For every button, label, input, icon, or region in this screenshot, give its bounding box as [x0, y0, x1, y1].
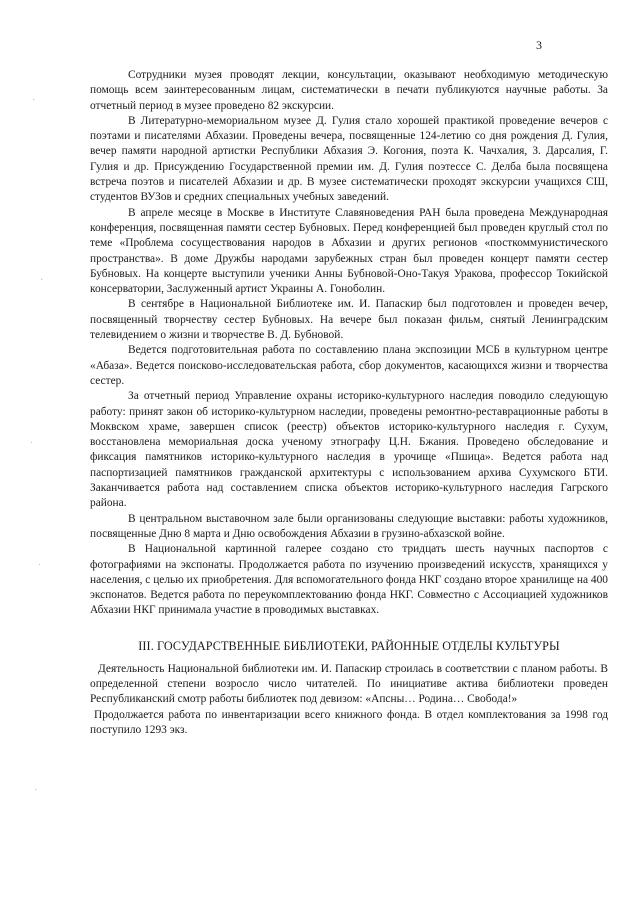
page-number: 3 [536, 38, 542, 52]
scan-mark: · [38, 560, 42, 571]
paragraph: В Национальной картинной галерее создано сто тридцать шесть научных паспортов с фотографиями на экспонаты. Продолжается работа по изучению произведений искусств, хранящихся у населения, с целью их приобретения. Для вспомогательного фонда НКГ создано второе хранилище на 400 экспонатов. Ведется работа по переукомплектованию фонда НКГ. Совместно с Ассоциацией художников Абхазии НКГ принимала участие в проводимых выставках. [90, 543, 608, 617]
document-body [90, 68, 608, 738]
scan-mark: · [32, 95, 36, 106]
paragraph: Деятельность Национальной библиотеки им. И. Папаскир строилась в соответствии с планом работы. В определенной степени возросло число читателей. По инициативе актива библиотеки проведен Республиканский смотр работы библиотек под девизом: «Апсны… Родина… Свобода!» [90, 662, 608, 706]
scan-mark: · [30, 438, 34, 449]
paragraph: Ведется подготовительная работа по составлению плана экспозиции МСБ в культурном центре «Абаза». Ведется поисково-исследовательская работа, сбор документов, касающихся жизни и творчества сестер. [90, 344, 608, 387]
paragraph: Сотрудники музея проводят лекции, консультации, оказывают необходимую методическую помощь всем заинтересованным лицам, систематически в печати публикуются научные работы. За отчетный период в музее проведено 82 экскурсии. [90, 69, 608, 112]
section-gap [90, 619, 608, 634]
paragraph: В сентябре в Национальной Библиотеке им. И. Папаскир был подготовлен и проведен вечер, посвященный творчеству сестер Бубновых. На вечере был показан фильм, снятый Ленинградским телевидением о жизни и творчестве В. Д. Бубновой. [90, 298, 608, 342]
paragraph: В апреле месяце в Москве в Институте Славяноведения РАН была проведена Международная конференция, посвященная памяти сестер Бубновых. Перед конференцией был проведен круглый стол по теме «Проблема сосуществования народов в Абхазии и других регионов «посткоммунистического пространства». В доме Дружбы народами зарубежных стран был проведен концерт памяти сестер Бубновых. На концерте выступили ученики Анны Бубновой-Оно-Такуя Уракова, профессор Токийской консерватории, Заслуженный артист Украины А. Гоноболин. [90, 206, 608, 296]
paragraph: Продолжается работа по инвентаризации всего книжного фонда. В отдел комплектования за 1998 год поступило 1293 экз. [90, 708, 608, 736]
paragraph: В центральном выставочном зале были организованы следующие выставки: работы художников, посвященные Дню 8 марта и Дню освобождения Абхазии в грузино-абхазской войне. [90, 512, 608, 540]
paragraph: За отчетный период Управление охраны историко-культурного наследия поводило следующую работу: принят закон об историко-культурном наследии, проведены ремонтно-реставрационные работы в Моквском храме, завершен список (реестр) объектов историко-культурного наследия г. Сухум, восстановлена мемориальная доска ученому этнографу Ц.Н. Бжания. Проведено обследование и фиксация памятников историко-культурного наследия в урочище «Пшица». Ведется работа над паспортизацией памятников гражданской архитектуры с использованием архива Сухумского БТИ. Заканчивается работа над составлением списка объектов историко-культурного наследия Гагрского района. [90, 390, 608, 510]
scan-mark: · [40, 275, 44, 286]
scan-mark: · [34, 785, 38, 796]
section-heading: III. ГОСУДАРСТВЕННЫЕ БИБЛИОТЕКИ, РАЙОННЫЕ ОТДЕЛЫ КУЛЬТУРЫ [138, 638, 560, 653]
paragraph: В Литературно-мемориальном музее Д. Гулия стало хорошей практикой проведение вечеров с поэтами и писателями Абхазии. Проведены вечера, посвященные 124-летию со дня рождения Д. Гулия, вечер памяти народной артистки Республики Абхазия Э. Когония, поэта К. Чачхалия, З. Дарсалия, Г. Гулия и др. Присуждению Государственной премии им. Д. Гулия поэтессе С. Делба была посвящена встреча поэтов и писателей Абхазии и др. В музее систематически проходят экскурсии учащихся СШ, студентов ВУЗов и средних специальных учебных заведений. [90, 114, 608, 204]
